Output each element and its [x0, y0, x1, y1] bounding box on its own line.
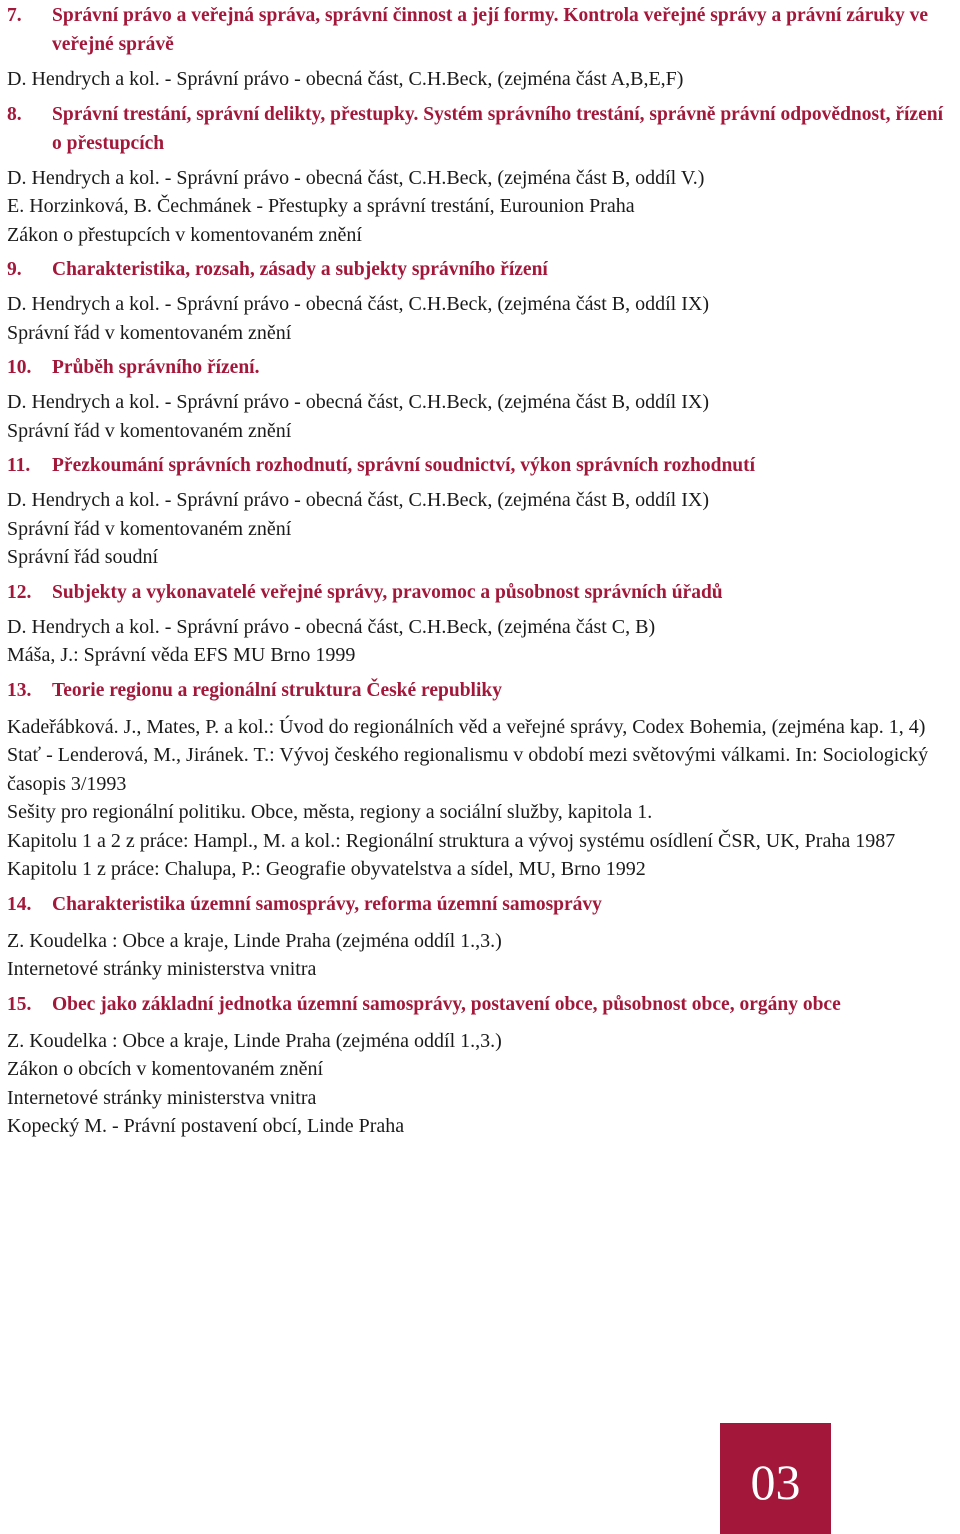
document-content: [7, 1, 955, 1147]
reference-item: D. Hendrych a kol. - Správní právo - obecná část, C.H.Beck, (zejména část B, oddíl IX): [7, 391, 710, 413]
reference-list: [7, 927, 955, 984]
reference-item: Stať - Lenderová, M., Jiránek. T.: Vývoj českého regionalismu v období mezi světovými válkami. In: Sociologický časopis 3/1993: [7, 744, 929, 795]
section-number: 13.: [7, 679, 32, 701]
reference-item: Máša, J.: Správní věda EFS MU Brno 1999: [7, 644, 356, 666]
section-title: Charakteristika územní samosprávy, reforma územní samosprávy: [52, 893, 602, 915]
reference-item: Z. Koudelka : Obce a kraje, Linde Praha (zejména oddíl 1.,3.): [7, 929, 502, 952]
section-number: 8.: [7, 103, 22, 125]
section-number: 7.: [7, 5, 22, 26]
reference-item: Zákon o obcích v komentovaném znění: [7, 1058, 324, 1080]
reference-list: [7, 164, 955, 250]
reference-item: Správní řád v komentovaném znění: [7, 419, 292, 442]
section-11: [7, 451, 955, 572]
reference-item: Z. Koudelka : Obce a kraje, Linde Praha (zejména oddíl 1.,3.): [7, 1029, 502, 1052]
reference-item: D. Hendrych a kol. - Správní právo - obecná část, C.H.Beck, (zejména část A,B,E,F): [7, 68, 684, 90]
section-heading: [7, 676, 955, 705]
reference-item: Správní řád v komentovaném znění: [7, 321, 292, 344]
section-heading: [7, 100, 955, 158]
section-9: [7, 255, 955, 347]
reference-item: D. Hendrych a kol. - Správní právo - obecná část, C.H.Beck, (zejména část C, B): [7, 615, 656, 638]
reference-item: Správní řád v komentovaném znění: [7, 517, 292, 540]
section-number: 15.: [7, 993, 32, 1015]
section-number: 12.: [7, 581, 32, 603]
section-heading: [7, 353, 955, 382]
reference-item: D. Hendrych a kol. - Správní právo - obecná část, C.H.Beck, (zejména část B, oddíl IX): [7, 293, 710, 315]
section-number: 9.: [7, 259, 22, 280]
reference-list: [7, 713, 955, 884]
section-title: Charakteristika, rozsah, zásady a subjekty správního řízení: [52, 259, 548, 280]
page-number-badge: [720, 1423, 831, 1534]
section-8: [7, 100, 955, 250]
section-title: Přezkoumání správních rozhodnutí, správní soudnictví, výkon správních rozhodnutí: [52, 455, 756, 476]
reference-item: D. Hendrych a kol. - Správní právo - obecná část, C.H.Beck, (zejména část B, oddíl V.): [7, 166, 705, 189]
section-number: 11.: [7, 455, 31, 476]
reference-item: Zákon o přestupcích v komentovaném znění: [7, 223, 362, 246]
section-title: Správní právo a veřejná správa, správní činnost a její formy. Kontrola veřejné správy a právní záruky ve veřejné správě: [52, 5, 929, 55]
section-title: Průběh správního řízení.: [52, 357, 260, 378]
section-number: 14.: [7, 893, 32, 915]
section-title: Teorie regionu a regionální struktura České republiky: [52, 679, 502, 701]
reference-item: Kadeřábková. J., Mates, P. a kol.: Úvod do regionálních věd a veřejné správy, Codex Bohemia, (zejména kap. 1, 4): [7, 715, 926, 738]
section-14: [7, 890, 955, 984]
reference-item: Sešity pro regionální politiku. Obce, města, regiony a sociální služby, kapitola 1.: [7, 801, 653, 823]
reference-list: [7, 613, 955, 670]
reference-item: Kapitolu 1 z práce: Chalupa, P.: Geografie obyvatelstva a sídel, MU, Brno 1992: [7, 858, 646, 880]
section-13: [7, 676, 955, 884]
reference-item: Správní řád soudní: [7, 546, 159, 568]
section-title: Správní trestání, správní delikty, přestupky. Systém správního trestání, správně právní odpovědnost, řízení o přestupcích: [52, 103, 943, 154]
section-title: Obec jako základní jednotka územní samosprávy, postavení obce, působnost obce, orgány obce: [52, 993, 841, 1015]
reference-list: [7, 486, 955, 572]
reference-list: [7, 388, 955, 445]
reference-list: [7, 65, 955, 94]
page-number: 03: [750, 1453, 801, 1510]
section-10: [7, 353, 955, 445]
reference-item: Kapitolu 1 a 2 z práce: Hampl., M. a kol.: Regionální struktura a vývoj systému osídlení ČSR, UK, Praha 1987: [7, 829, 896, 852]
reference-item: Internetové stránky ministerstva vnitra: [7, 1086, 317, 1109]
section-title: Subjekty a vykonavatelé veřejné správy, pravomoc a působnost správních úřadů: [52, 581, 723, 603]
section-heading: [7, 1, 955, 59]
reference-item: E. Horzinková, B. Čechmánek - Přestupky a správní trestání, Eurounion Praha: [7, 195, 635, 217]
reference-item: Internetové stránky ministerstva vnitra: [7, 958, 317, 980]
reference-list: [7, 290, 955, 347]
section-heading: [7, 990, 955, 1019]
section-7: [7, 1, 955, 94]
section-heading: [7, 255, 955, 284]
reference-item: Kopecký M. - Právní postavení obcí, Linde Praha: [7, 1115, 405, 1137]
section-number: 10.: [7, 357, 32, 378]
section-15: [7, 990, 955, 1141]
reference-list: [7, 1027, 955, 1141]
section-heading: [7, 451, 955, 480]
section-12: [7, 578, 955, 670]
section-heading: [7, 890, 955, 919]
section-heading: [7, 578, 955, 607]
reference-item: D. Hendrych a kol. - Správní právo - obecná část, C.H.Beck, (zejména část B, oddíl IX): [7, 489, 710, 511]
